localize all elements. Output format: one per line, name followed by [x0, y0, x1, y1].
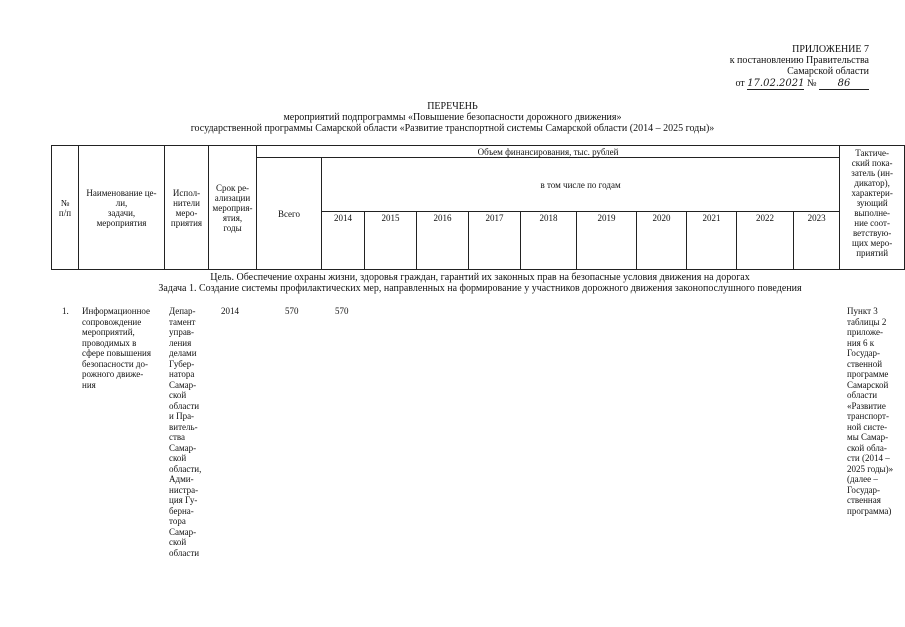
year-header: 2014 [322, 212, 365, 270]
row-executor: Депар- тамент управ- ления делами Губер- натора Самар- ской области и Пра- витель- ства Самар- ской области, Адми- нистра- ция Гу- берна- тора Самар- ской области [169, 306, 202, 558]
year-header: 2016 [417, 212, 469, 270]
annex-date-line [609, 78, 869, 90]
year-header: 2020 [637, 212, 687, 270]
row-2014: 570 [335, 306, 349, 316]
handwritten-date: 17.02.2021 [747, 78, 805, 89]
col-term-header: Срок ре- ализации мероприя- ятия, годы [209, 146, 257, 270]
date-prefix: от [735, 78, 745, 89]
row-name: Информационное сопровождение мероприятий, проводимых в сфере повышения безопасности до- рожного движе- ния [82, 306, 151, 390]
year-header: 2023 [794, 212, 840, 270]
row-indicator: Пункт 3 таблицы 2 приложе- ния 6 к Государ- ственной программе Самарской области «Развитие транспорт- ной систе- мы Самар- ской обла- сти (2014 – 2025 годы)» (далее – Государ- ственная программа) [847, 306, 894, 516]
row-number: 1. [62, 306, 69, 316]
doc-heading: ПЕРЕЧЕНЬ [427, 101, 478, 112]
doc-subtitle-2: государственной программы Самарской области «Развитие транспортной системы Самарской области (2014 – 2025 годы)» [190, 123, 715, 134]
number-label: № [806, 78, 817, 89]
year-header: 2019 [577, 212, 637, 270]
task-text: Задача 1. Создание системы профилактических мер, направленных на формирование у участников дорожного движения законопослушного поведения [158, 283, 802, 294]
annex-line1: к постановлению Правительства [729, 55, 869, 66]
year-header: 2018 [521, 212, 577, 270]
col-by-year-header: в том числе по годам [322, 158, 840, 212]
year-header: 2015 [365, 212, 417, 270]
year-header: 2021 [687, 212, 737, 270]
col-funding-header: Объем финансирования, тыс. рублей [257, 146, 840, 158]
col-total-header: Всего [257, 158, 322, 270]
annex-title: ПРИЛОЖЕНИЕ 7 [792, 44, 869, 55]
col-indicator-header: Тактиче- ский пока- затель (ин- дикатор), характери- зующий выполне- ние соот- ветствую- щих меро- приятий [840, 146, 905, 270]
col-number-header: № п/п [52, 146, 79, 270]
col-executor-header: Испол- нители меро- приятия [165, 146, 209, 270]
annex-block [609, 44, 869, 90]
row-total: 570 [285, 306, 299, 316]
year-header: 2022 [737, 212, 794, 270]
col-name-header: Наименование це- ли, задачи, мероприятия [79, 146, 165, 270]
year-header: 2017 [469, 212, 521, 270]
funding-table-header [51, 145, 905, 270]
doc-subtitle-1: мероприятий подпрограммы «Повышение безопасности дорожного движения» [283, 112, 622, 123]
annex-line2: Самарской области [787, 66, 869, 77]
handwritten-number: 86 [819, 78, 869, 90]
goal-text: Цель. Обеспечение охраны жизни, здоровья граждан, гарантий их законных прав на безопасные условия движения на дорогах [210, 272, 750, 283]
row-term: 2014 [221, 306, 239, 316]
